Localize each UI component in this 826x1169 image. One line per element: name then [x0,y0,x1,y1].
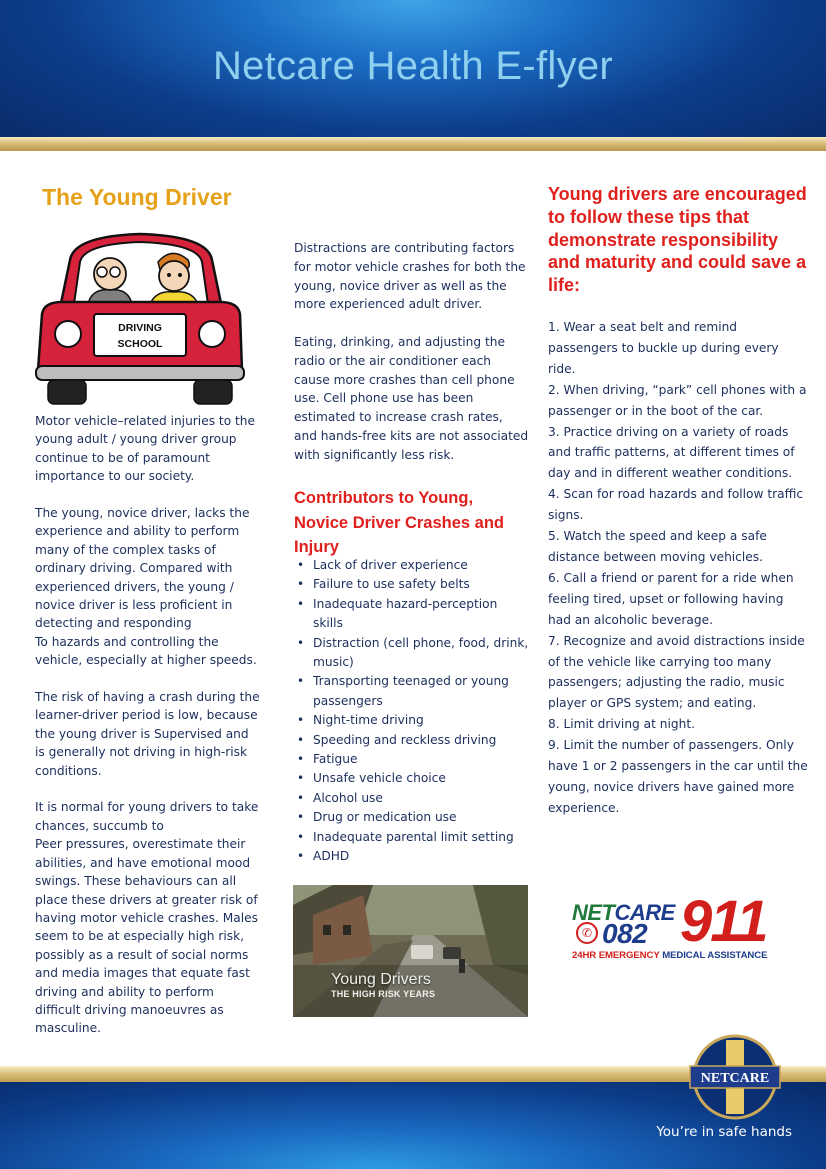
header-banner [0,0,826,150]
tip-item: 6. Call a friend or parent for a ride when feeling tired, upset or following having had an alcoholic beverage. [548,570,794,627]
contributors-list [294,556,529,867]
tip-item: 1. Wear a seat belt and remind passengers to buckle up during every ride. [548,320,779,376]
logo-number: 911 [680,889,767,954]
paragraph-eating-drinking: Eating, drinking, and adjusting the radio or the air conditioner each cause more crashes than cell phone use. Cell phone use has been estimated to increase crash rates, and hands-free kits are not associated with significantly less risk. [294,334,529,462]
tips-list [548,317,810,819]
flyer-title: Netcare Health E-flyer [212,44,614,88]
gold-divider-top [0,137,826,151]
netcare-911-logo [572,889,786,962]
paragraph-distractions: Distractions are contributing factors for motor vehicle crashes for both the young, novice driver as well as the more experienced adult driver. [294,241,526,312]
tip-item: 2. When driving, “park” cell phones with a passenger or in the boot of the car. [548,382,807,418]
logo-prefix: 082 [602,918,648,949]
tip-item: 7. Recognize and avoid distractions inside of the vehicle like carrying too many passengers; adjusting the radio, music player or GPS system; and eating. [548,633,805,711]
list-item: • Inadequate parental limit setting [294,828,529,847]
phone-icon: ✆ [576,922,598,944]
car-sign-line-2: SCHOOL [117,338,163,350]
article-column-2 [294,239,529,483]
logo-tagline: 24HR EMERGENCY MEDICAL ASSISTANCE [572,950,768,961]
tip-item: 9. Limit the number of passengers. Only have 1 or 2 passengers in the car until the young, novice drivers have gained more experience. [548,738,808,815]
tip-item: 3. Practice driving on a variety of roads and traffic patterns, at different times of day and in different weather conditions. [548,424,795,481]
list-item: • Inadequate hazard-perception skills [294,595,529,634]
list-item: • ADHD [294,847,529,866]
list-item: • Distraction (cell phone, food, drink, music) [294,634,529,673]
list-item: • Speeding and reckless driving [294,731,529,750]
list-item: • Fatigue [294,750,529,769]
article-column-1 [35,412,260,1038]
contributors-heading: Contributors to Young, Novice Driver Crashes and Injury [294,489,505,556]
tip-item: 5. Watch the speed and keep a safe distance between moving vehicles. [548,529,767,564]
paragraph-take-chances: It is normal for young drivers to take chances, succumb to [35,800,259,833]
young-drivers-photo [293,885,528,1017]
list-item: • Unsafe vehicle choice [294,769,529,788]
seal-wordmark: NETCARE [700,1071,770,1086]
netcare-wordmark: NETCARE [572,900,675,925]
tips-heading: Young drivers are encouraged to follow these tips that demonstrate responsibility and maturity and could save a life: [548,184,807,296]
paragraph-intro: Motor vehicle–related injuries to the young adult / young driver group continue to be of paramount importance to our society. [35,414,256,484]
list-item: • Drug or medication use [294,808,529,827]
tip-item: 4. Scan for road hazards and follow traffic signs. [548,487,804,523]
netcare-seal-logo [686,1034,784,1120]
list-item: • Failure to use safety belts [294,575,529,594]
driving-school-car-illustration [32,230,248,410]
paragraph-novice-driver: The young, novice driver, lacks the experience and ability to perform many of the complex tasks of ordinary driving. Compared with experienced drivers, the young / novice driver is less proficient in detecting and responding [35,506,250,631]
paragraph-learner-risk: The risk of having a crash during the learner-driver period is low, because the young driver is Supervised and is generally not driving in high-risk conditions. [35,690,260,778]
list-item: • Night-time driving [294,711,529,730]
photo-caption: Young Drivers [331,971,431,988]
photo-subcaption: THE HIGH RISK YEARS [331,989,436,999]
paragraph-hazards: To hazards and controlling the vehicle, especially at higher speeds. [35,634,257,668]
list-item: • Transporting teenaged or young passengers [294,672,529,711]
tip-item: 8. Limit driving at night. [548,717,695,732]
list-item: • Alcohol use [294,789,529,808]
list-item: • Lack of driver experience [294,556,529,575]
car-sign-line-1: DRIVING [118,322,162,334]
footer-tagline: You’re in safe hands [656,1124,792,1140]
article-title: The Young Driver [42,184,232,210]
paragraph-peer-pressure: Peer pressures, overestimate their abilities, and have emotional mood swings. These behaviours can all place these drivers at greater risk of having motor vehicle crashes. Males seem to be at especially high risk, possibly as a result of social norms and media images that equate fast driving and ability to perform difficult driving manoeuvres as masculine. [35,837,258,1036]
